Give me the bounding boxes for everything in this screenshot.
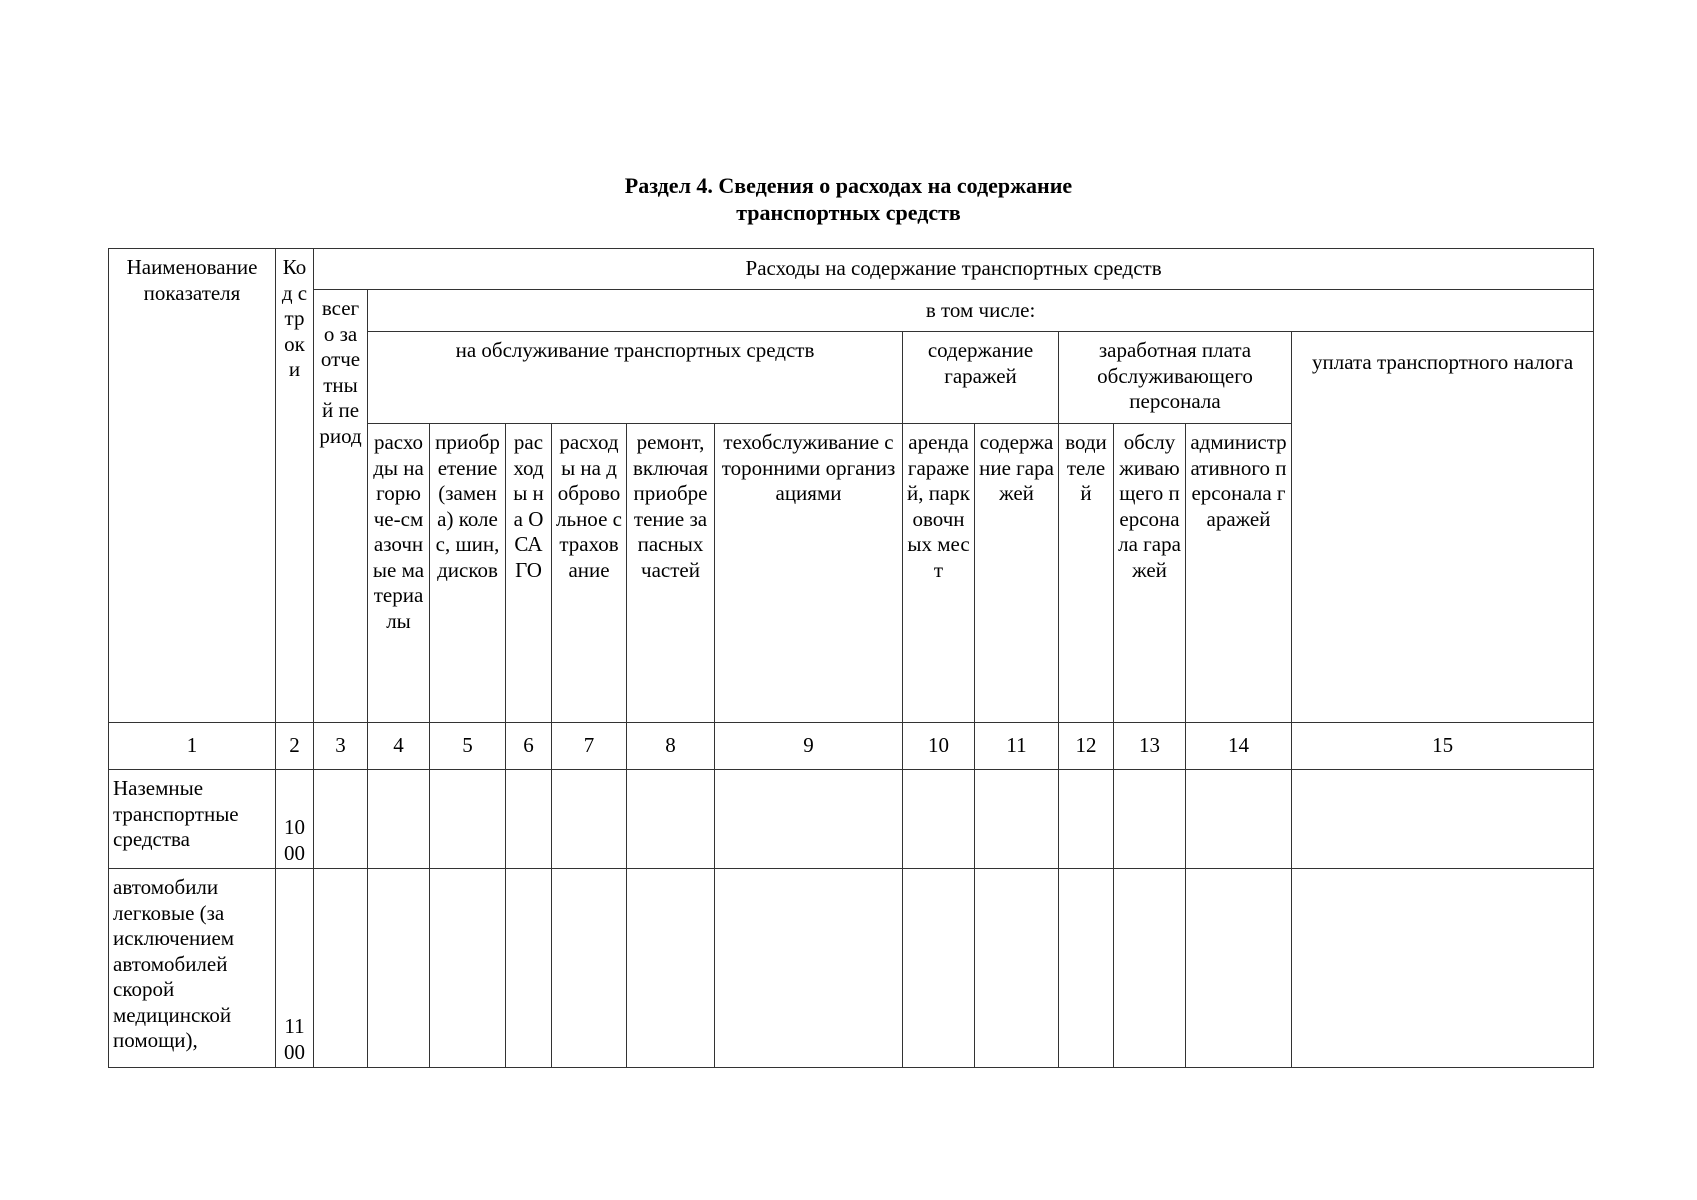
data-cell[interactable] xyxy=(1114,770,1186,869)
column-number: 12 xyxy=(1059,723,1114,770)
page-title-line-1: Раздел 4. Сведения о расходах на содержание xyxy=(624,173,1073,198)
column-number: 15 xyxy=(1292,723,1594,770)
data-cell[interactable] xyxy=(368,770,430,869)
data-cell[interactable] xyxy=(552,770,627,869)
data-cell[interactable] xyxy=(368,869,430,1068)
data-cell[interactable] xyxy=(715,869,903,1068)
data-cell[interactable] xyxy=(552,869,627,1068)
column-number: 3 xyxy=(314,723,368,770)
data-cell[interactable] xyxy=(1186,869,1292,1068)
data-cell[interactable] xyxy=(975,770,1059,869)
header-fuel: расходы на горюче-смазочные материалы xyxy=(368,424,430,723)
data-cell[interactable] xyxy=(715,770,903,869)
page-title-line-2: транспортных средств xyxy=(736,200,961,225)
header-voluntary-insurance: расходы на добровольное страхование xyxy=(552,424,627,723)
header-including: в том числе: xyxy=(368,290,1594,332)
header-tires: приобретение (замена) колес, шин, дисков xyxy=(430,424,506,723)
data-cell[interactable] xyxy=(627,770,715,869)
header-repair: ремонт, включая приобретение запасных частей xyxy=(627,424,715,723)
header-group-vehicle-service: на обслуживание транспортных средств xyxy=(368,332,903,424)
column-number: 4 xyxy=(368,723,430,770)
header-indicator-name: Наименование показателя xyxy=(109,249,276,723)
header-admin-staff: административного персонала гаражей xyxy=(1186,424,1292,723)
table-row xyxy=(109,770,1594,869)
header-total-for-period: всего за отчетный период xyxy=(314,290,368,723)
expenses-table xyxy=(108,248,1594,1068)
header-osago: расходы на ОСАГО xyxy=(506,424,552,723)
header-expenses-total: Расходы на содержание транспортных средств xyxy=(314,249,1594,290)
data-cell[interactable] xyxy=(903,770,975,869)
header-garage-upkeep: содержание гаражей xyxy=(975,424,1059,723)
data-cell[interactable] xyxy=(314,869,368,1068)
header-line-code: Код строки xyxy=(276,249,314,723)
data-cell[interactable] xyxy=(430,770,506,869)
column-number: 13 xyxy=(1114,723,1186,770)
header-row-top xyxy=(109,249,1594,290)
header-drivers: водителей xyxy=(1059,424,1114,723)
column-number: 9 xyxy=(715,723,903,770)
data-cell[interactable] xyxy=(506,770,552,869)
data-cell[interactable] xyxy=(1292,869,1594,1068)
header-group-transport-tax: уплата транспортного налога xyxy=(1292,332,1594,723)
data-cell[interactable] xyxy=(314,770,368,869)
data-cell[interactable] xyxy=(1059,770,1114,869)
column-number: 2 xyxy=(276,723,314,770)
column-number: 6 xyxy=(506,723,552,770)
data-cell[interactable] xyxy=(1186,770,1292,869)
column-number: 11 xyxy=(975,723,1059,770)
column-number: 14 xyxy=(1186,723,1292,770)
row-indicator-name: автомобили легковые (за исключением автомобилей скорой медицинской помощи), xyxy=(109,869,276,1068)
column-number-row xyxy=(109,723,1594,770)
table-row xyxy=(109,869,1594,1068)
row-line-code: 1100 xyxy=(276,869,314,1068)
column-number: 8 xyxy=(627,723,715,770)
data-cell[interactable] xyxy=(1059,869,1114,1068)
data-cell[interactable] xyxy=(1292,770,1594,869)
data-cell[interactable] xyxy=(506,869,552,1068)
row-line-code: 1000 xyxy=(276,770,314,869)
header-group-staff-salary: заработная плата обслуживающего персонала xyxy=(1059,332,1292,424)
header-garage-rent: аренда гаражей, парковочных мест xyxy=(903,424,975,723)
data-cell[interactable] xyxy=(1114,869,1186,1068)
row-indicator-name: Наземные транспортные средства xyxy=(109,770,276,869)
header-group-garage-maintenance: содержание гаражей xyxy=(903,332,1059,424)
data-cell[interactable] xyxy=(430,869,506,1068)
header-garage-staff: обслуживающего персонала гаражей xyxy=(1114,424,1186,723)
data-cell[interactable] xyxy=(975,869,1059,1068)
column-number: 1 xyxy=(109,723,276,770)
data-cell[interactable] xyxy=(903,869,975,1068)
column-number: 5 xyxy=(430,723,506,770)
column-number: 10 xyxy=(903,723,975,770)
column-number: 7 xyxy=(552,723,627,770)
page-title xyxy=(0,172,1697,226)
header-row-sub xyxy=(109,290,1594,332)
data-cell[interactable] xyxy=(627,869,715,1068)
header-maintenance: техобслуживание сторонними организациями xyxy=(715,424,903,723)
